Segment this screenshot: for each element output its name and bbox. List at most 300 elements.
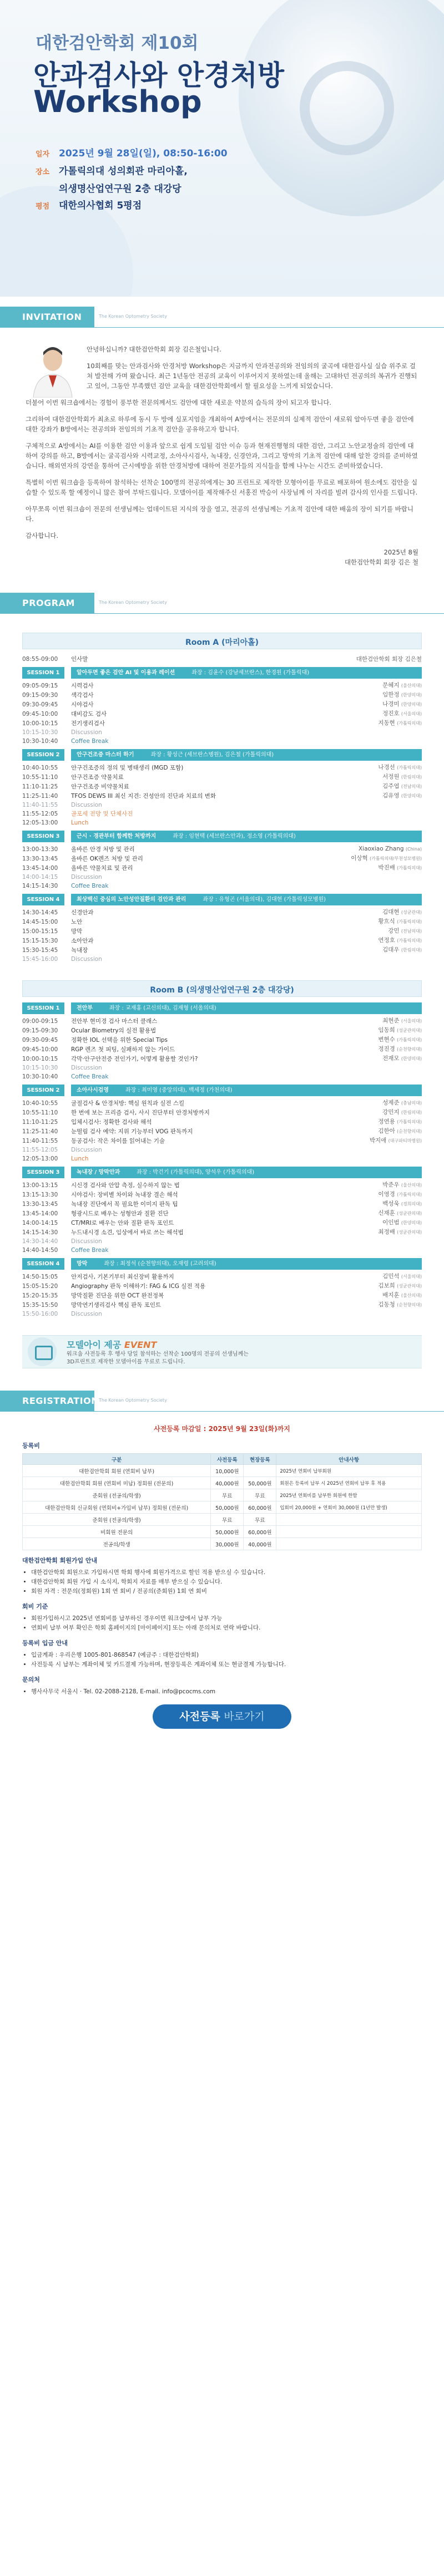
program-row [22, 1098, 422, 1108]
session-title: 동공검사: 작은 차이를 읽어내는 기술 [71, 1137, 165, 1144]
session-chair: 좌장 : 박건기 (가톨릭의대), 양석우 (가톨릭의대) [137, 1169, 255, 1175]
speaker-name: 나경선 [378, 764, 397, 771]
session-title: 한 번에 보는 프리즘 검사, 사시 진단부터 안경처방까지 [71, 1109, 210, 1116]
host-key: 평점 [36, 202, 50, 211]
invitation-header [0, 307, 444, 328]
speaker [388, 926, 422, 936]
speaker-affiliation: (가톨릭의대) [397, 938, 422, 943]
program-row [22, 1016, 422, 1026]
fee-note [276, 1526, 422, 1538]
fee-column-header: 안내사항 [276, 1454, 422, 1465]
fee-note: 입회비 20,000원 + 연회비 30,000원 (1년만 발생) [276, 1501, 422, 1514]
session-title: 녹내장 진단에서 꼭 필요한 이미지 판독 팁 [71, 1200, 178, 1208]
session-time: 13:45-14:00 [22, 864, 58, 872]
session-time: 12:05-13:00 [22, 1155, 58, 1162]
list-item: • 대한검안학회 회원으로 가입하시면 학회 행사에 회원가격으로 할인 적용 받으실 수 있습니다. [31, 1568, 422, 1577]
fee-onsite: 무료 [244, 1514, 276, 1526]
program-row [22, 1035, 422, 1045]
session-time: 15:35-15:50 [22, 1301, 58, 1309]
session-time: 13:00-13:30 [22, 846, 58, 853]
speaker [378, 1127, 422, 1136]
session-header [22, 894, 422, 905]
speaker-affiliation: (가톨릭의대) [397, 1192, 422, 1197]
invitation-paragraph: 아무쪼록 이번 워크숍이 전문의 선생님께는 업데이트된 지식의 장을 열고, 전공의 선생님께는 기초적 검안에 대한 배움의 장이 되기를 바랍니다. [26, 505, 414, 523]
speaker-affiliation: (한양의대) [401, 1056, 422, 1061]
session-name [71, 1167, 422, 1178]
fee-row [23, 1465, 422, 1477]
session-header [22, 1085, 422, 1096]
program-row [22, 1063, 422, 1072]
speaker [382, 1108, 422, 1117]
session-time: 11:40-11:55 [22, 802, 58, 808]
list-item: • 회원 자격 : 전문의(정회원) 1회 연 회비 / 전공의(준회원) 1회 연 회비 [31, 1587, 422, 1596]
speaker-name: Xiaoxiao Zhang [358, 846, 406, 852]
program-row [22, 955, 422, 964]
session-tag: SESSION 1 [22, 1002, 64, 1014]
speaker [351, 854, 422, 863]
fee-onsite: 40,000원 [244, 1538, 276, 1550]
session-time: 15:00-15:15 [22, 928, 58, 935]
speaker-affiliation: (서울의대) [401, 711, 422, 716]
session-title: 대비감도 검사 [71, 710, 107, 717]
speaker [382, 1016, 422, 1026]
program-row [22, 1246, 422, 1255]
speaker [382, 945, 422, 955]
speaker [378, 1190, 422, 1199]
session-time: 08:55-09:00 [22, 656, 58, 663]
speaker-name: 김민석 [382, 1273, 401, 1280]
decor-ring [300, 61, 394, 155]
session-time: 10:55-11:10 [22, 1109, 58, 1116]
speaker-name: 김주엽 [382, 783, 401, 790]
speaker-name: 강민지 [382, 1109, 401, 1116]
event-banner [22, 1335, 422, 1368]
list-item: • 행사사무국 서울시 · Tel. 02-2088-2128, E-mail. info@pcocms.com [31, 1687, 422, 1697]
speaker-name: 전재모 [382, 1055, 401, 1062]
account-title: 등록비 입금 안내 [22, 1640, 68, 1647]
program-row [22, 1127, 422, 1136]
session-title: 시야검사 [71, 701, 94, 708]
session-title: 전기생리검사 [71, 720, 105, 727]
speaker-name: 변현수 [378, 1036, 397, 1043]
session-tag: SESSION 3 [22, 1167, 64, 1178]
speaker-name: 임동희 [378, 1027, 397, 1034]
session-title: TFOS DEWS III 최신 지견: 건성안의 진단과 치료의 변화 [71, 792, 216, 800]
session-chair: 좌장 : 최정석 (순천향의대), 오재령 (고려의대) [104, 1261, 216, 1267]
speaker-affiliation: (성균관의대) [397, 1230, 422, 1235]
session-title: 시신경 검사와 안압 측정, 실수하지 않는 법 [71, 1182, 180, 1189]
program-subtitle: The Korean Optometry Society [99, 600, 167, 605]
program-row [22, 1237, 422, 1246]
program-row [22, 1272, 422, 1281]
session-name [71, 1085, 422, 1096]
program-header [0, 593, 444, 614]
session-header [22, 1167, 422, 1178]
speaker-name: 정진호 [382, 710, 401, 717]
session-theme: 근시 · 경관부터 함께한 처방까지 [77, 833, 157, 839]
session-time: 15:20-15:35 [22, 1292, 58, 1299]
speaker-affiliation: (한양의대) [401, 702, 422, 707]
program-row [22, 908, 422, 917]
date-value: 2025년 9월 28일(일), 08:50-16:00 [59, 148, 228, 159]
program-row [22, 1180, 422, 1190]
model-eye-icon [28, 1337, 57, 1366]
speaker-name: 박지애 [369, 1137, 389, 1144]
speaker-affiliation: (가톨릭의대) [397, 1037, 422, 1042]
speaker-affiliation: (순천향의대) [397, 1302, 422, 1307]
hero-title-line2: Workshop [33, 84, 202, 119]
invitation-paragraph: 10회째를 맞는 안과검사와 안경처방 Workshop은 지금까지 안과전공의와 전임의의 굴곡에 대한검사실 실습 위주로 걸쳐 발전해 가며 왔습니다. 최근 1년동안 전공의 교육이 이루어지지 못하였는데 올해는 고대하던 전공의의 복귀가 진행되고 있어, 그동안 부족했던 검안 교육을 대한검안학회에서 할 필요성을 느끼게 되었습니다. [87, 362, 417, 390]
session-time: 10:30-10:40 [22, 1073, 58, 1080]
fee-column-header: 사전등록 [211, 1454, 244, 1465]
session-title: 골포세 전망 및 단체사진 [71, 811, 133, 817]
session-time: 14:50-15:05 [22, 1273, 58, 1280]
fee-row [23, 1501, 422, 1514]
list-item: • 입금계좌 : 우리은행 1005-801-868547 (예금주 : 대한검안학회) [31, 1651, 422, 1660]
session-title: Discussion [71, 802, 102, 808]
speaker-name: 최현준 [382, 1017, 401, 1024]
session-chair: 좌장 : 황성근 (세브란스병원), 김은철 (가톨릭의대) [150, 752, 274, 758]
speaker-affiliation: (서울의대) [401, 1274, 422, 1279]
speaker-affiliation: (한양의대) [401, 793, 422, 798]
president-photo [29, 343, 77, 398]
program-row [22, 810, 422, 818]
speaker-name: 배지훈 [382, 1292, 401, 1299]
program-row [22, 1045, 422, 1054]
place-key: 장소 [36, 168, 50, 176]
session-time: 09:00-09:15 [22, 1017, 58, 1025]
session-title: 노안 [71, 918, 83, 925]
session-title: Discussion [71, 1147, 102, 1153]
session-time: 11:25-11:40 [22, 792, 58, 800]
session-title: 시력검사 [71, 682, 94, 689]
speaker-affiliation: (가톨릭의대) [397, 1119, 422, 1124]
session-time: 14:40-14:50 [22, 1247, 58, 1254]
speaker [370, 1136, 422, 1146]
session-time: 14:30-14:45 [22, 909, 58, 916]
fee-category: 전공의/학생 [23, 1538, 211, 1550]
speaker-affiliation: (가톨릭의대) [397, 765, 422, 770]
fee-note [276, 1514, 422, 1526]
registration-subtitle: The Korean Optometry Society [99, 1398, 167, 1403]
session-title: 색각검사 [71, 691, 94, 699]
session-time: 12:05-13:00 [22, 819, 58, 826]
speaker-name: 박준우 [382, 1182, 401, 1188]
fee-pre: 무료 [211, 1489, 244, 1501]
fee-onsite: 60,000원 [244, 1501, 276, 1514]
session-theme: 안구건조증 마스터 하기 [77, 752, 134, 758]
speaker-affiliation: (울산의대) [401, 1183, 422, 1188]
speaker [378, 1228, 422, 1237]
session-title: Discussion [71, 1311, 102, 1317]
speaker-affiliation: (가톨릭의대) [397, 721, 422, 726]
session-title: 녹내장 [71, 946, 88, 954]
speaker-affiliation: (성균관대) [401, 910, 422, 915]
session-time: 15:05-15:20 [22, 1282, 58, 1290]
fee-row [23, 1489, 422, 1501]
session-time: 13:30-13:45 [22, 855, 58, 862]
speaker-affiliation: (한림의대) [401, 948, 422, 953]
session-title: Lunch [71, 1155, 89, 1162]
session-title: Coffee Break [71, 883, 109, 889]
session-name [71, 667, 422, 679]
speaker-affiliation: (충남의대) [401, 1101, 422, 1106]
fee-column-header: 현장등록 [244, 1454, 276, 1465]
session-title: 누드내시경 소견, 임상에서 바로 쓰는 해석법 [71, 1229, 184, 1236]
speaker-name: 나경미 [382, 701, 401, 707]
program-row [22, 1054, 422, 1063]
session-tag: SESSION 4 [22, 1258, 64, 1270]
program-row [22, 655, 422, 664]
session-title: Coffee Break [71, 738, 109, 745]
speaker-name: 정연용 [378, 1118, 397, 1125]
speaker-affiliation: (가톨릭의대) [397, 866, 422, 870]
session-time: 09:45-10:00 [22, 710, 58, 717]
fee-category: 대한검안학회 회원 (연회비 납부) [23, 1465, 211, 1477]
fee-note: 2025년 연회비를 납부한 회원에 한함 [276, 1489, 422, 1501]
session-time: 13:15-13:30 [22, 1191, 58, 1198]
session-time: 09:15-09:30 [22, 691, 58, 699]
session-title: 안구건조증 비약물치료 [71, 783, 129, 790]
session-chair: 좌장 : 김윤수 (강남세브란스), 한경원 (가톨릭대) [191, 670, 310, 676]
contact-list [22, 1687, 422, 1697]
fee-row [23, 1477, 422, 1489]
signature [26, 547, 418, 567]
session-time: 09:30-09:45 [22, 1036, 58, 1043]
speaker-affiliation: (경희의대) [401, 1202, 422, 1206]
fee-note [276, 1538, 422, 1550]
fee-pre: 무료 [211, 1514, 244, 1526]
session-time: 09:30-09:45 [22, 701, 58, 708]
session-header [22, 749, 422, 761]
member-list [22, 1568, 422, 1596]
speaker [382, 700, 422, 709]
session-time: 10:55-11:10 [22, 773, 58, 781]
session-chair: 좌장 : 유형곤 (서울의대), 김대현 (가톨릭성모병원) [203, 897, 326, 903]
session-time: 15:45-16:00 [22, 956, 58, 963]
speaker-name: 정진경 [378, 1046, 397, 1052]
event-desc-2: 3D프린트로 제작한 모델아이를 무료로 드립니다. [67, 1358, 185, 1365]
registration-header [0, 1391, 444, 1412]
host-value: 대한의사협회 5평점 [59, 200, 142, 211]
speaker [378, 1209, 422, 1218]
program-row [22, 1310, 422, 1318]
date-key: 일자 [36, 150, 50, 159]
speaker-name: 연정호 [378, 937, 397, 944]
sign-name: 대한검안학회 회장 김은 철 [344, 558, 418, 566]
program-row [22, 763, 422, 772]
speaker [378, 1045, 422, 1054]
program-row [22, 681, 422, 690]
invitation-paragraph: 감사합니다. [26, 532, 59, 539]
session-title: 올바른 약물치료 및 관리 [71, 864, 133, 872]
speaker-name: 최정배 [378, 1229, 397, 1235]
session-time: 14:15-14:30 [22, 1229, 58, 1236]
session-time: 11:55-12:05 [22, 1147, 58, 1153]
member-title: 대한검안학회 회원가입 안내 [22, 1557, 98, 1564]
program-row [22, 690, 422, 700]
fee-onsite [244, 1465, 276, 1477]
session-title: Discussion [71, 1065, 102, 1071]
session-name [71, 1002, 422, 1014]
speaker-affiliation: (한림의대) [401, 1110, 422, 1115]
fee-category: 준회원 (전공의/학생) [23, 1514, 211, 1526]
registration-body [22, 1424, 422, 1729]
room-a-program [22, 655, 422, 964]
speaker-affiliation: (가톨릭의대/부천성모병원) [370, 856, 422, 861]
speaker [382, 709, 422, 719]
speaker-affiliation: (한양의대) [401, 693, 422, 698]
registration-title: REGISTRATION [0, 1391, 94, 1412]
speaker [378, 1117, 422, 1127]
session-time: 10:30-10:40 [22, 738, 58, 745]
fee-onsite: 무료 [244, 1489, 276, 1501]
invitation-paragraphs [26, 344, 418, 541]
registration-deadline: 사전등록 마감일 : 2025년 9월 23일(화)까지 [154, 1425, 290, 1433]
session-title: 인사말 [71, 656, 88, 663]
speaker [359, 844, 422, 854]
session-time: 10:15-10:30 [22, 1065, 58, 1071]
session-title: 각막·안구안전증 전인가기, 어떻게 활용할 것인가? [71, 1055, 198, 1062]
program-row [22, 818, 422, 827]
account-list [22, 1651, 422, 1669]
invitation-paragraph: 구체적으로 A방에서는 AI를 이용한 검안 이용과 앞으로 쉽게 도입될 검안 이슈 등과 현재진행형의 대한 검안, 그리고 노안교정술의 검안에 대하여 강의를 하고, B방에서는 굴곡검사와 시력교정, 소아사시검사, 녹내장, 신경안과, 그리고 망막의 기초적 검안에 대해 알찬 강의를 준비하였습니다. 해외연자의 강연을 통하여 근시예방을 위한 안경처방에 대하여 전문가들의 지식들을 함께 나누는 시간도 준비하였습니다. [26, 442, 418, 470]
session-time: 14:00-14:15 [22, 874, 58, 880]
room-a-title: Room A (마리아홀) [22, 633, 422, 649]
speaker-name: 지동현 [378, 720, 397, 726]
speaker [382, 681, 422, 690]
program-row [22, 926, 422, 936]
session-time: 11:10-11:25 [22, 1118, 58, 1126]
room-b-program [22, 1002, 422, 1318]
fee-pre: 30,000원 [211, 1538, 244, 1550]
fee-pre: 40,000원 [211, 1477, 244, 1489]
session-tag: SESSION 4 [22, 894, 64, 905]
fee-onsite: 50,000원 [244, 1477, 276, 1489]
session-title: 입체시검사: 정확한 검사와 해석 [71, 1118, 152, 1126]
session-title: Ocular Biometry의 실전 활용법 [71, 1027, 157, 1034]
program-row [22, 1228, 422, 1237]
speaker-affiliation: (한림의대) [401, 775, 422, 780]
session-title: 망막질환 진단을 위한 OCT 완전정복 [71, 1292, 164, 1299]
program-row [22, 1291, 422, 1300]
session-time: 10:40-10:55 [22, 764, 58, 771]
program-row [22, 1199, 422, 1209]
session-theme: 최상백신 중심의 노안성안질환의 검안과 관리 [77, 897, 186, 903]
sign-date: 2025년 8월 [384, 548, 418, 556]
session-chair: 좌장 : 최미영 (중앙의대), 백세정 (가천의대) [125, 1087, 233, 1093]
fee-pre: 10,000원 [211, 1465, 244, 1477]
fee-column-header: 구분 [23, 1454, 211, 1465]
fee-note: 2025년 연회비 납부회원 [276, 1465, 422, 1477]
session-title: Coffee Break [71, 1247, 109, 1254]
speaker-name: 김보희 [378, 1282, 397, 1289]
session-tag: SESSION 1 [22, 667, 64, 679]
session-title: 시야검사: 장비별 차이와 녹내장 결손 해석 [71, 1191, 178, 1198]
speaker [382, 772, 422, 782]
program-row [22, 854, 422, 863]
session-title: Discussion [71, 956, 102, 963]
speaker-name: 박진배 [378, 864, 397, 871]
session-title: 안구건조증의 정의 및 병태생리 (MGD 포함) [71, 764, 184, 771]
speaker-affiliation: (대구파티마병원) [388, 1138, 422, 1143]
program-row [22, 844, 422, 854]
speaker-affiliation: (성균관의대) [397, 1211, 422, 1216]
speaker [382, 908, 422, 917]
speaker [378, 1026, 422, 1035]
session-chair: 좌장 : 임현택 (세브란스안과), 정소영 (가톨릭의대) [173, 833, 296, 839]
list-item: • 사전등록 시 납부는 계좌이체 및 카드결제 가능하며, 현장등록은 계좌이체 또는 현금결제 가능합니다. [31, 1660, 422, 1669]
invitation-title: INVITATION [0, 307, 94, 328]
speaker-name: 김대우 [382, 946, 401, 953]
speaker-affiliation: (서울의대) [401, 1019, 422, 1024]
speaker [378, 863, 422, 873]
speaker-name: 신재훈 [378, 1210, 397, 1216]
hero-info [36, 145, 228, 215]
speaker-affiliation: (한양의대) [401, 1220, 422, 1225]
session-time: 14:30-14:40 [22, 1238, 58, 1245]
speaker-name: 대한검안학회 회장 김은철 [356, 656, 422, 663]
session-title: 정확한 IOL 선택을 위한 Special Tips [71, 1036, 168, 1043]
fee-row [23, 1538, 422, 1550]
list-item: • 대한검안학회 회원 가입 시 소식지, 학회지 자료를 매부 받으실 수 있습니다. [31, 1577, 422, 1587]
speaker-affiliation: (순천향의대) [397, 1129, 422, 1134]
program-row [22, 1108, 422, 1117]
session-time: 13:00-13:15 [22, 1182, 58, 1189]
session-time: 11:25-11:40 [22, 1128, 58, 1135]
speaker [382, 1180, 422, 1190]
session-time: 15:30-15:45 [22, 946, 58, 954]
fee-category: 준회원 (전공의/학생) [23, 1489, 211, 1501]
program-row [22, 801, 422, 810]
session-title: Coffee Break [71, 1073, 109, 1080]
session-time: 10:00-10:15 [22, 720, 58, 727]
session-header [22, 831, 422, 842]
speaker-affiliation: (울산의대) [401, 683, 422, 688]
speaker-affiliation: (전남의대) [401, 929, 422, 934]
program-row [22, 1026, 422, 1035]
hero-banner [0, 0, 444, 297]
speaker-affiliation: (성균관의대) [397, 1284, 422, 1289]
program-row [22, 1218, 422, 1228]
session-header [22, 1258, 422, 1270]
invitation-paragraph: 특별히 이번 워크숍을 등록하여 참석하는 선착순 100명의 전공의에게는 30 프린트로 제작한 모형아이를 무료로 배포하여 원소에도 검안을 실습할 수 있도록 할 예정이니 많은 참여 부탁드립니다. 모델아이를 제작해주신 서홍진 박승이 사장님께 이 자리를 빌려 감사의 인사를 드립니다. [26, 478, 418, 496]
session-title: 망막 [71, 928, 83, 935]
register-button[interactable]: 사전등록 바로가기 [153, 1704, 291, 1729]
program-row [22, 1146, 422, 1154]
invitation-paragraph: 안녕하십니까? 대한검안학회 회장 김은철입니다. [87, 345, 221, 353]
session-title: 소아안과 [71, 937, 94, 944]
invitation-body [0, 328, 444, 573]
program-row [22, 873, 422, 882]
session-title: 올바른 안경 처방 및 관리 [71, 846, 135, 853]
session-title: 눈떨림 검사 예약: 지위 기능부터 VOG 판독까지 [71, 1128, 193, 1135]
session-tag: SESSION 2 [22, 1085, 64, 1096]
program-row [22, 1136, 422, 1146]
session-name [71, 894, 422, 905]
session-time: 11:10-11:25 [22, 783, 58, 790]
session-time: 15:50-16:00 [22, 1311, 58, 1317]
session-title: 전안부 현미경 검사 마스터 클래스 [71, 1017, 158, 1025]
session-theme: 소아사시검영 [77, 1087, 109, 1093]
speaker [382, 1218, 422, 1228]
speaker-name: 성제준 [382, 1099, 401, 1106]
session-time: 10:40-10:55 [22, 1099, 58, 1107]
speaker-affiliation: (순천향의대) [397, 1047, 422, 1052]
place-value-1: 가톨릭의대 성의회관 마리아홀, [59, 166, 188, 177]
fee-category: 대한검안학회 신규회원 (연회비+가입비 납부) 정회원 (전문의) [23, 1501, 211, 1514]
program-row [22, 737, 422, 746]
